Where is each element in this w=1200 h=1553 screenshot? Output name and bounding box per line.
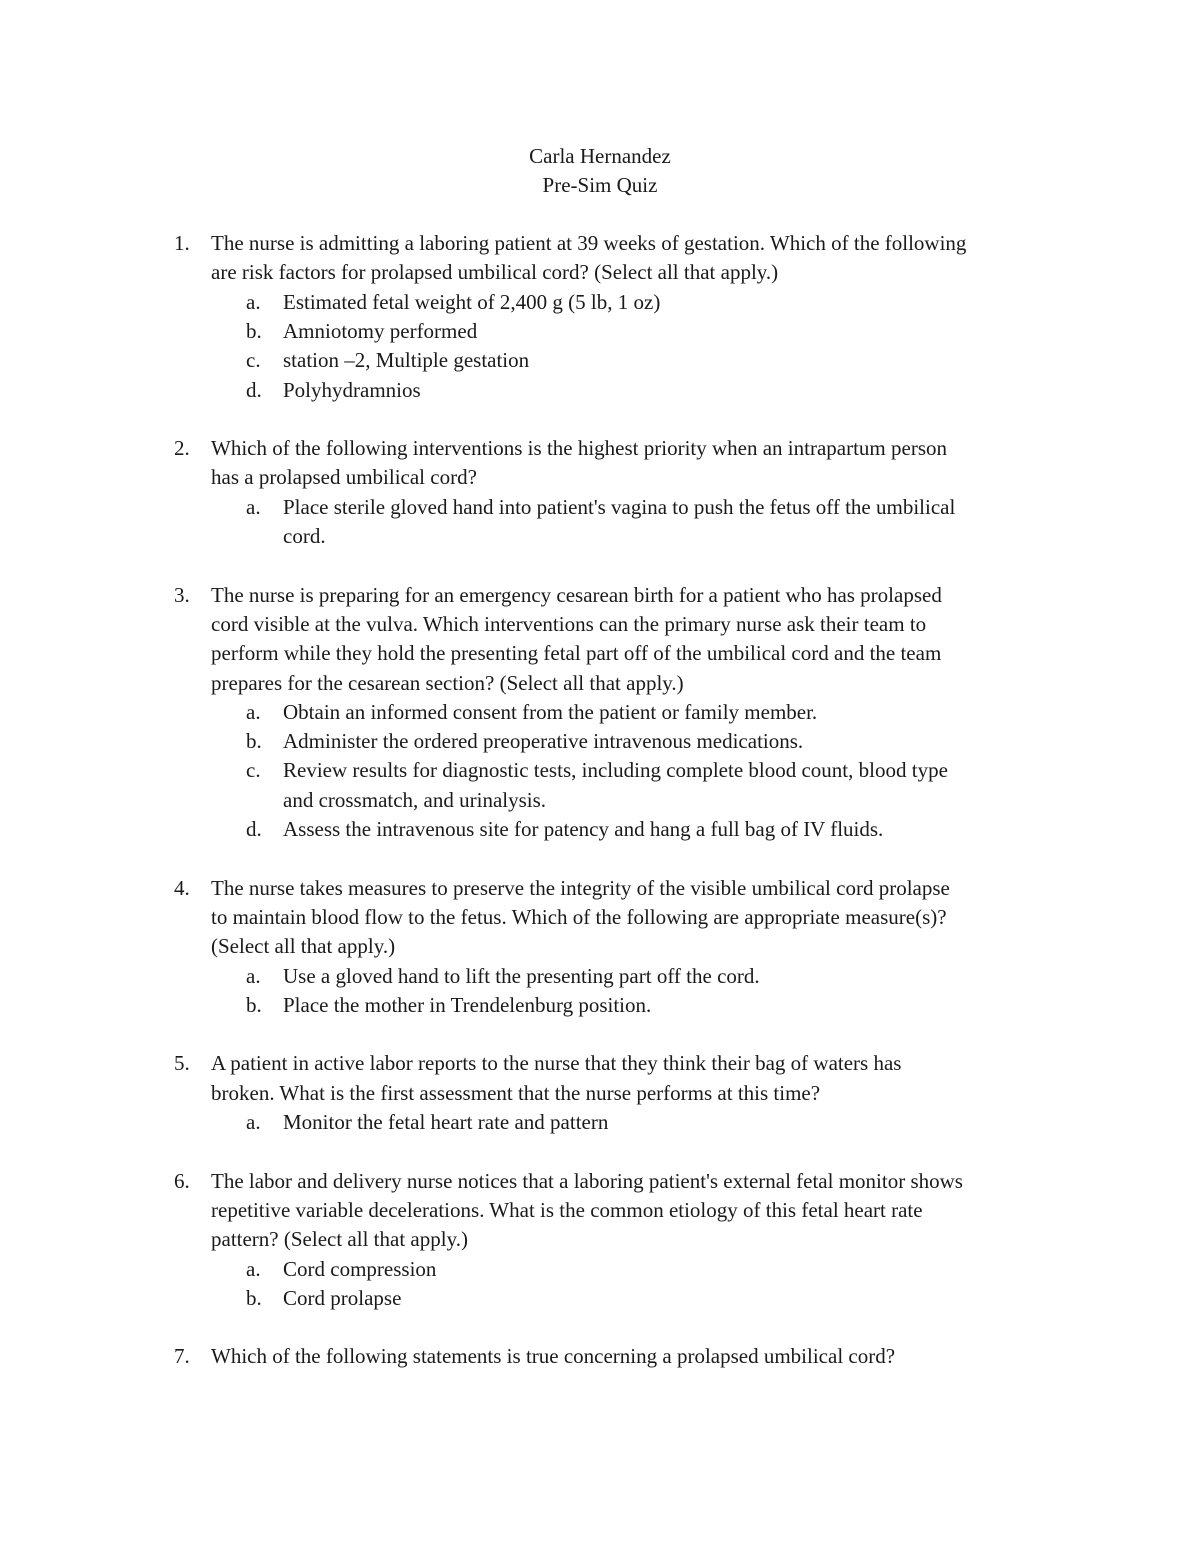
option-letter: c. <box>246 348 261 373</box>
question-text-line: repetitive variable decelerations. What is the common etiology of this fetal heart rate <box>211 1197 923 1222</box>
question-text-line: Which of the following interventions is the highest priority when an intrapartum person <box>211 436 948 461</box>
option-text-line: Estimated fetal weight of 2,400 g (5 lb, 1 oz) <box>283 289 661 314</box>
question-text-line: Which of the following statements is true concerning a prolapsed umbilical cord? <box>211 1344 896 1369</box>
option-text-line: Cord prolapse <box>283 1285 402 1310</box>
option-text-line: Cord compression <box>283 1256 437 1281</box>
option-letter: a. <box>246 289 261 314</box>
option-letter: d. <box>246 377 262 402</box>
document-title: Pre-Sim Quiz <box>542 173 658 197</box>
question-text-line: prepares for the cesarean section? (Select all that apply.) <box>211 670 684 695</box>
question-text-line: The nurse takes measures to preserve the integrity of the visible umbilical cord prolapse <box>211 875 950 900</box>
option-letter: a. <box>246 494 261 519</box>
option-letter: b. <box>246 318 262 343</box>
option-text-line: Place the mother in Trendelenburg position. <box>283 992 652 1017</box>
option-text-line: Administer the ordered preoperative intravenous medications. <box>283 729 804 754</box>
option-text-line: Place sterile gloved hand into patient's vagina to push the fetus off the umbilical <box>283 494 956 519</box>
question-text-line: The nurse is admitting a laboring patient at 39 weeks of gestation. Which of the following <box>211 231 967 255</box>
option-letter: d. <box>246 817 262 841</box>
question-text-line: cord visible at the vulva. Which interventions can the primary nurse ask their team to <box>211 611 927 636</box>
option-text-line: Amniotomy performed <box>283 318 478 343</box>
question-number: 1. <box>174 231 190 255</box>
question-text-line: A patient in active labor reports to the nurse that they think their bag of waters has <box>211 1051 902 1076</box>
option-text-line: station –2, Multiple gestation <box>283 348 530 373</box>
option-letter: b. <box>246 1285 262 1310</box>
question-text-line: pattern? (Select all that apply.) <box>211 1227 468 1252</box>
question-number: 4. <box>174 875 190 900</box>
option-text-line: Use a gloved hand to lift the presenting part off the cord. <box>283 963 760 988</box>
question-text-line: (Select all that apply.) <box>211 934 396 959</box>
option-text-line: cord. <box>283 524 326 548</box>
question-text-line: to maintain blood flow to the fetus. Which of the following are appropriate measure(s)? <box>211 904 947 929</box>
question-number: 6. <box>174 1168 190 1193</box>
option-letter: b. <box>246 992 262 1017</box>
option-letter: a. <box>246 1256 261 1281</box>
option-text-line: Obtain an informed consent from the patient or family member. <box>283 699 818 724</box>
question-text-line: The labor and delivery nurse notices that a laboring patient's external fetal monitor shows <box>211 1168 963 1193</box>
option-letter: a. <box>246 963 261 988</box>
question-text-line: has a prolapsed umbilical cord? <box>211 465 477 490</box>
option-letter: c. <box>246 758 261 783</box>
question-text-line: are risk factors for prolapsed umbilical cord? (Select all that apply.) <box>211 260 779 285</box>
option-text-line: and crossmatch, and urinalysis. <box>283 787 547 812</box>
option-text-line: Monitor the fetal heart rate and pattern <box>283 1110 609 1134</box>
author-name: Carla Hernandez <box>529 144 671 168</box>
question-number: 7. <box>174 1344 190 1369</box>
option-text-line: Review results for diagnostic tests, including complete blood count, blood type <box>283 758 948 783</box>
question-text-line: The nurse is preparing for an emergency cesarean birth for a patient who has prolapsed <box>211 582 942 607</box>
question-number: 5. <box>174 1051 190 1076</box>
option-letter: a. <box>246 1110 261 1134</box>
question-text-line: perform while they hold the presenting fetal part off of the umbilical cord and the team <box>211 641 942 666</box>
question-text-line: broken. What is the first assessment that the nurse performs at this time? <box>211 1080 821 1105</box>
question-number: 3. <box>174 582 190 607</box>
option-letter: b. <box>246 729 262 754</box>
option-text-line: Polyhydramnios <box>283 377 421 402</box>
option-text-line: Assess the intravenous site for patency and hang a full bag of IV fluids. <box>283 817 884 841</box>
question-number: 2. <box>174 436 190 461</box>
option-letter: a. <box>246 699 261 724</box>
